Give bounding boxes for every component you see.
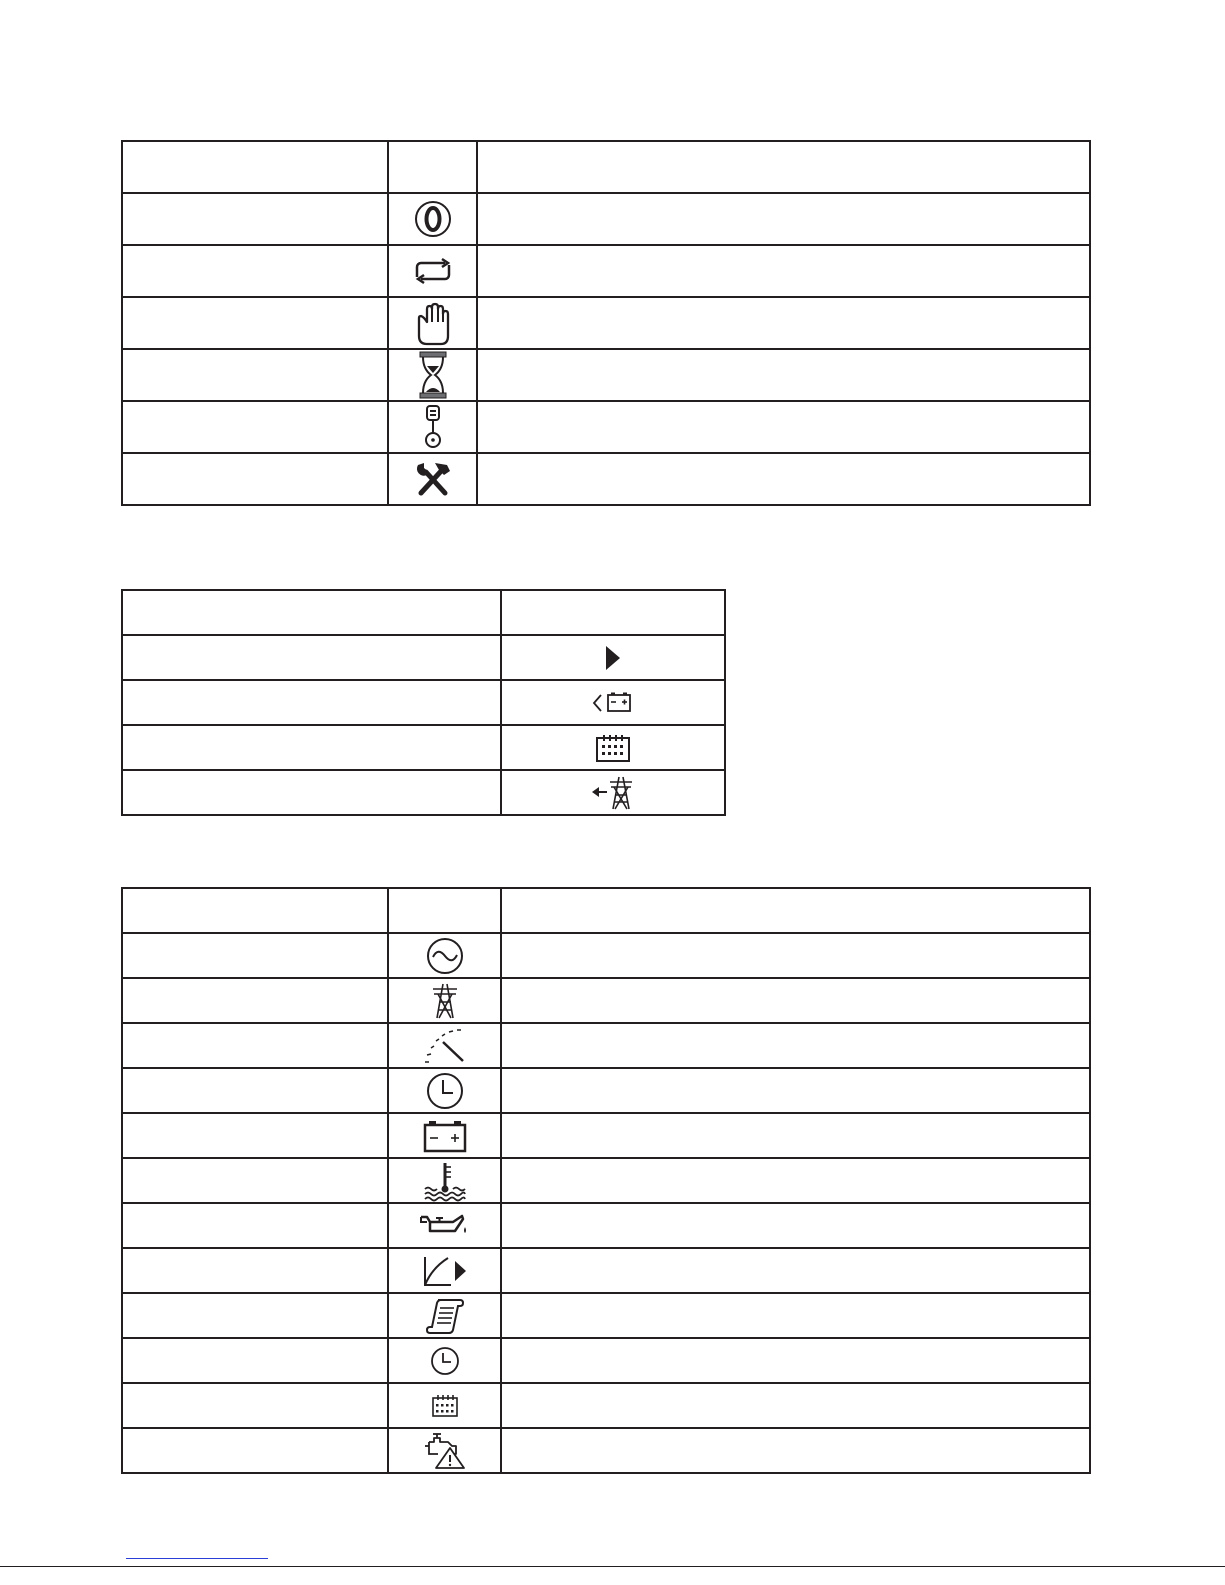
table-row xyxy=(122,193,1090,245)
table-row xyxy=(122,933,1090,978)
name-cell xyxy=(122,1023,388,1068)
header-cell xyxy=(501,888,1090,933)
header-cell xyxy=(388,141,477,193)
description-cell xyxy=(477,297,1090,349)
name-cell xyxy=(122,1203,388,1248)
header-cell xyxy=(388,888,501,933)
icon-cell xyxy=(388,1113,501,1158)
icon-cell xyxy=(388,1248,501,1293)
description-cell xyxy=(501,1338,1090,1383)
params-table xyxy=(121,887,1091,1474)
engine-warning-icon xyxy=(424,1432,466,1470)
name-cell xyxy=(122,1383,388,1428)
icon-cell xyxy=(388,1158,501,1203)
table-row xyxy=(122,297,1090,349)
description-cell xyxy=(501,1068,1090,1113)
header-cell xyxy=(122,141,388,193)
icon-cell xyxy=(501,770,725,815)
icon-cell xyxy=(388,1023,501,1068)
footer-link-underline[interactable] xyxy=(126,1558,268,1559)
icon-cell xyxy=(388,245,477,297)
table-row xyxy=(122,453,1090,505)
icon-cell xyxy=(388,1293,501,1338)
params-header-row xyxy=(122,888,1090,933)
description-cell xyxy=(477,349,1090,401)
description-cell xyxy=(501,933,1090,978)
table-row xyxy=(122,1293,1090,1338)
name-cell xyxy=(122,1293,388,1338)
engine-piston-icon xyxy=(421,404,445,450)
table-row xyxy=(122,635,725,680)
description-cell xyxy=(501,978,1090,1023)
oil-pressure-icon xyxy=(419,1211,471,1241)
table-row xyxy=(122,1113,1090,1158)
table-row xyxy=(122,1203,1090,1248)
manual-hand-icon xyxy=(413,300,453,346)
small-calendar-icon xyxy=(431,1394,459,1418)
table-row xyxy=(122,1158,1090,1203)
table-row xyxy=(122,680,725,725)
icon-cell xyxy=(388,193,477,245)
description-cell xyxy=(477,453,1090,505)
battery-charge-icon xyxy=(592,691,634,715)
modes-header-row xyxy=(122,141,1090,193)
description-cell xyxy=(477,193,1090,245)
name-cell xyxy=(122,453,388,505)
icon-cell xyxy=(388,401,477,453)
table-row xyxy=(122,1383,1090,1428)
name-cell xyxy=(122,770,501,815)
name-cell xyxy=(122,193,388,245)
description-cell xyxy=(501,1113,1090,1158)
table-row xyxy=(122,1023,1090,1068)
icon-cell xyxy=(388,1383,501,1428)
name-cell xyxy=(122,401,388,453)
icon-cell xyxy=(501,725,725,770)
status-table xyxy=(121,589,726,816)
icon-cell xyxy=(388,297,477,349)
header-cell xyxy=(501,590,725,635)
table-row xyxy=(122,1068,1090,1113)
table-row xyxy=(122,1428,1090,1473)
name-cell xyxy=(122,725,501,770)
icon-cell xyxy=(388,1203,501,1248)
header-cell xyxy=(122,590,501,635)
table-row xyxy=(122,978,1090,1023)
description-cell xyxy=(501,1158,1090,1203)
table-row xyxy=(122,1248,1090,1293)
icon-cell xyxy=(388,453,477,505)
name-cell xyxy=(122,1338,388,1383)
icon-cell xyxy=(388,978,501,1023)
table-row xyxy=(122,770,725,815)
table-row xyxy=(122,349,1090,401)
table-row xyxy=(122,1338,1090,1383)
name-cell xyxy=(122,349,388,401)
power-off-icon xyxy=(413,199,453,239)
icon-cell xyxy=(388,349,477,401)
name-cell xyxy=(122,933,388,978)
ramp-play-icon xyxy=(422,1254,468,1288)
modes-table xyxy=(121,140,1091,506)
name-cell xyxy=(122,978,388,1023)
description-cell xyxy=(477,401,1090,453)
name-cell xyxy=(122,245,388,297)
table-row xyxy=(122,401,1090,453)
calendar-icon xyxy=(595,733,631,763)
table-row xyxy=(122,245,1090,297)
description-cell xyxy=(501,1383,1090,1428)
play-arrow-icon xyxy=(604,645,622,671)
name-cell xyxy=(122,1113,388,1158)
name-cell xyxy=(122,297,388,349)
footer-divider xyxy=(0,1566,1225,1567)
icon-cell xyxy=(388,1338,501,1383)
icon-cell xyxy=(388,1428,501,1473)
mains-feed-icon xyxy=(590,775,636,811)
generator-sine-icon xyxy=(426,937,464,975)
description-cell xyxy=(501,1023,1090,1068)
description-cell xyxy=(501,1428,1090,1473)
name-cell xyxy=(122,1068,388,1113)
table-row xyxy=(122,725,725,770)
name-cell xyxy=(122,635,501,680)
mains-tower-icon xyxy=(430,982,460,1020)
auto-cycle-icon xyxy=(409,256,457,286)
description-cell xyxy=(477,245,1090,297)
description-cell xyxy=(501,1293,1090,1338)
coolant-temperature-icon xyxy=(422,1161,468,1201)
description-cell xyxy=(501,1203,1090,1248)
name-cell xyxy=(122,680,501,725)
name-cell xyxy=(122,1428,388,1473)
status-header-row xyxy=(122,590,725,635)
clock-icon xyxy=(426,1072,464,1110)
small-clock-icon xyxy=(430,1346,460,1376)
event-log-icon xyxy=(425,1297,465,1335)
description-cell xyxy=(501,1248,1090,1293)
maintenance-tools-icon xyxy=(413,459,453,499)
name-cell xyxy=(122,1248,388,1293)
icon-cell xyxy=(388,1068,501,1113)
icon-cell xyxy=(501,680,725,725)
speed-gauge-icon xyxy=(423,1028,467,1064)
icon-cell xyxy=(501,635,725,680)
hourglass-icon xyxy=(418,351,448,399)
name-cell xyxy=(122,1158,388,1203)
battery-icon xyxy=(423,1119,467,1153)
header-cell xyxy=(477,141,1090,193)
icon-cell xyxy=(388,933,501,978)
header-cell xyxy=(122,888,388,933)
